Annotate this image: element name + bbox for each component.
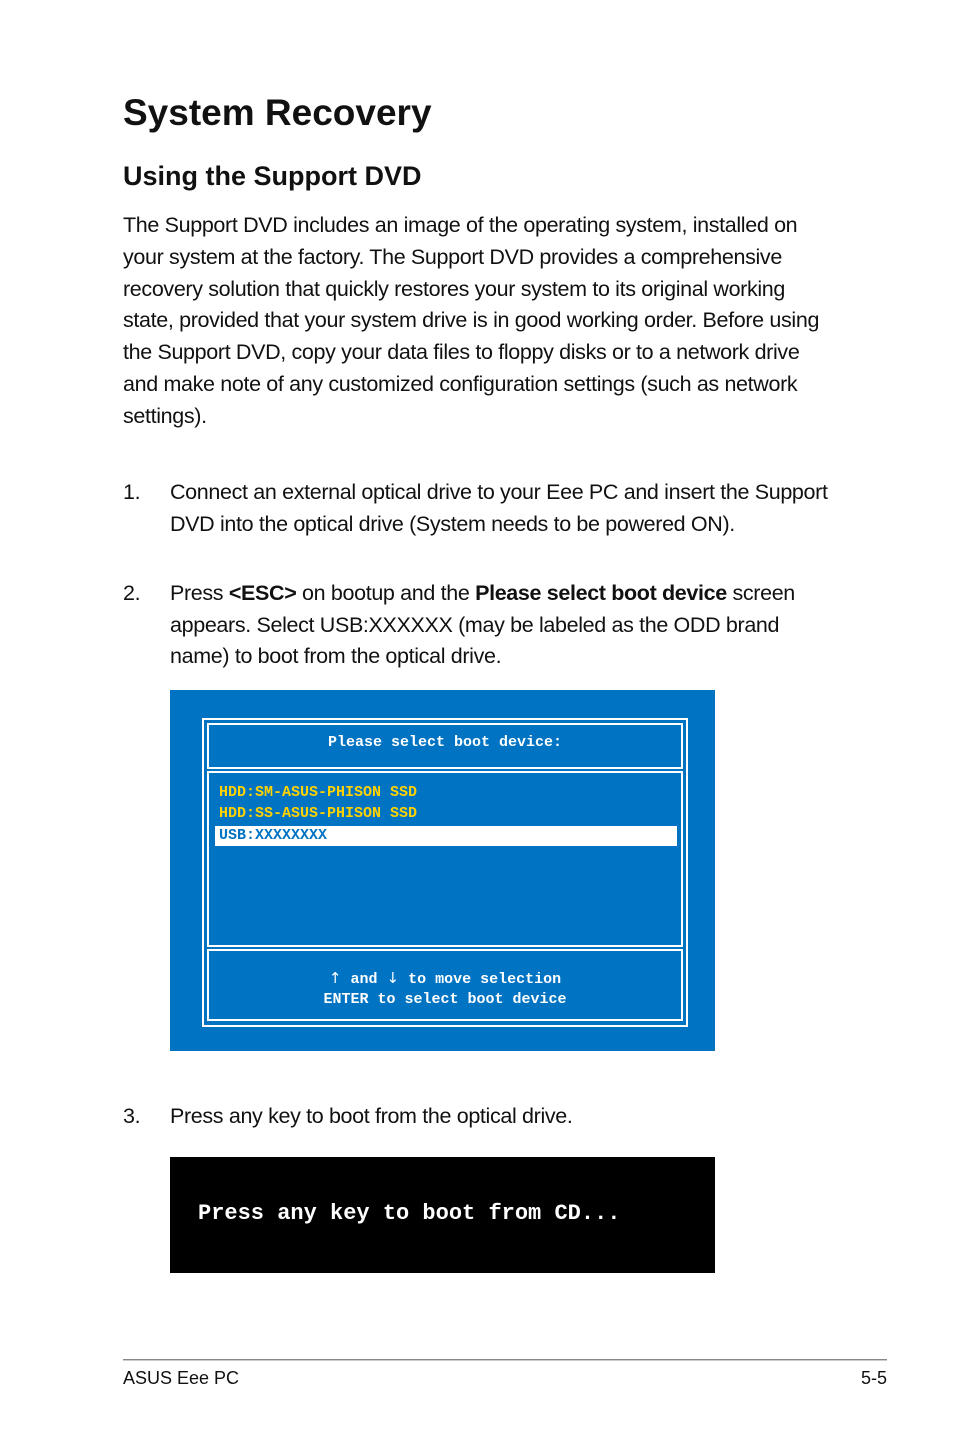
step-2 <box>123 578 843 673</box>
boot-device-list <box>207 771 683 947</box>
boot-menu-help-enter: ENTER to select boot device <box>323 991 567 1008</box>
boot-from-cd-message: Press any key to boot from CD... <box>198 1201 621 1226</box>
step-text-part: screen appears. Select USB:XXXXXX (may be labeled as the ODD brand name) to boot from the optical drive. <box>170 581 795 668</box>
step-text-part: on bootup and the <box>296 581 476 605</box>
help-move-text: to move selection <box>408 971 562 988</box>
footer-divider <box>123 1359 887 1360</box>
step-3 <box>123 1101 843 1133</box>
page-number: 5-5 <box>860 1368 887 1388</box>
boot-menu-screenshot <box>170 690 715 1051</box>
boot-menu-title: Please select boot device: <box>327 734 563 751</box>
boot-device-item[interactable]: HDD:SM-ASUS-PHISON SSD <box>219 784 418 801</box>
step-number: 1. <box>123 480 141 504</box>
boot-from-cd-screenshot <box>170 1157 715 1273</box>
page-title: System Recovery <box>123 92 432 133</box>
step-text-part: Press <box>170 581 229 605</box>
up-arrow-icon: ↑ <box>328 969 342 987</box>
step-number: 3. <box>123 1104 141 1128</box>
footer-product-name: ASUS Eee PC <box>123 1368 240 1388</box>
step-1 <box>123 477 843 540</box>
boot-menu-help-move <box>209 968 681 990</box>
step-text <box>170 578 843 673</box>
step-text: Press any key to boot from the optical drive. <box>170 1104 573 1128</box>
boot-screen-name: Please select boot device <box>475 581 727 605</box>
boot-menu-title-box <box>207 723 683 769</box>
boot-menu-frame <box>202 718 688 1027</box>
step-text: Connect an external optical drive to your Eee PC and insert the Support DVD into the optical drive (System needs to be powered ON). <box>170 480 828 536</box>
help-and: and <box>350 971 378 988</box>
boot-menu-help-box <box>207 949 683 1021</box>
esc-key-label: <ESC> <box>228 581 297 605</box>
down-arrow-icon: ↓ <box>386 969 400 987</box>
boot-device-item-selected[interactable]: USB:XXXXXXXX <box>215 826 677 846</box>
boot-device-item[interactable]: HDD:SS-ASUS-PHISON SSD <box>219 805 418 822</box>
intro-paragraph: The Support DVD includes an image of the operating system, installed on your system at the factory. The Support DVD provides a comprehensive recovery solution that quickly restores your system to its original working state, provided that your system drive is in good working order. Before using the Support DVD, copy your data files to floppy disks or to a network drive and make note of any customized configuration settings (such as network settings). <box>123 213 820 428</box>
section-heading: Using the Support DVD <box>123 161 422 191</box>
step-number: 2. <box>123 581 141 605</box>
